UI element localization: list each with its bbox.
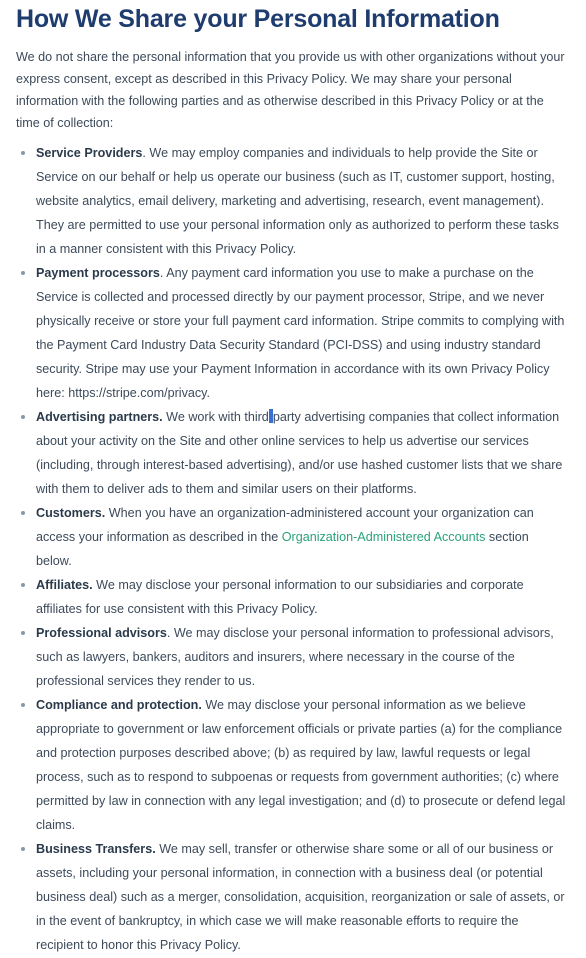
list-item-service-providers <box>16 141 566 261</box>
bullet-icon <box>21 703 25 707</box>
item-text: party advertising companies that collect information about your activity on the Site and other online services to help us advertise our services (including, through interest-based advertising), and/or use hashed customer lists that we share with them to deliver ads to them and similar users on their platforms. <box>36 410 563 496</box>
org-administered-accounts-link[interactable]: Organization-Administered Accounts <box>281 530 486 544</box>
list-item-payment-processors <box>16 261 566 405</box>
bullet-icon <box>21 631 25 635</box>
item-text: We may sell, transfer or otherwise share some or all of our business or assets, including your personal information, in connection with a business deal (or potential business deal) such as a merger, consolidation, acquisition, reorganization or sale of assets, or in the event of bankruptcy, in which case we will make reasonable efforts to require the recipient to honor this Privacy Policy. <box>36 842 565 952</box>
item-term: Professional advisors <box>36 626 167 640</box>
item-text: We may disclose your personal information to our subsidiaries and corporate affiliates for use consistent with this Privacy Policy. <box>36 578 524 616</box>
item-text: . We may employ companies and individuals to help provide the Site or Service on our behalf or help us operate our business (such as IT, customer support, hosting, website analytics, email delivery, marketing and advertising, research, event management). They are permitted to use your personal information only as authorized to perform these tasks in a manner consistent with this Privacy Policy. <box>36 146 559 256</box>
item-term: Payment processors <box>36 266 160 280</box>
bullet-icon <box>21 151 25 155</box>
item-term: Business Transfers. <box>36 842 156 856</box>
bullet-icon <box>21 415 25 419</box>
bullet-icon <box>21 847 25 851</box>
item-text: We work with third <box>162 410 269 424</box>
list-item-business-transfers <box>16 837 566 957</box>
item-term: Service Providers <box>36 146 143 160</box>
list-item-professional-advisors <box>16 621 566 693</box>
bullet-icon <box>21 271 25 275</box>
list-item-advertising-partners <box>16 405 566 501</box>
item-text: section below. <box>36 530 529 568</box>
intro-paragraph: We do not share the personal information that you provide us with other organizations without your express consent, except as described in this Privacy Policy. We may share your personal information with the following parties and as otherwise described in this Privacy Policy or at the time of collection: <box>16 50 565 130</box>
item-term: Affiliates. <box>36 578 93 592</box>
list-item-compliance-protection <box>16 693 566 837</box>
item-text: We may disclose your personal information as we believe appropriate to government or law enforcement officials or private parties (a) for the compliance and protection purposes described above; (b) as required by law, lawful requests or legal process, such as to respond to subpoenas or requests from government authorities; (c) where permitted by law in connection with any legal investigation; and (d) to prosecute or defend legal claims. <box>36 698 566 832</box>
sharing-parties-list <box>16 141 566 957</box>
list-item-affiliates <box>16 573 566 621</box>
bullet-icon <box>21 583 25 587</box>
item-term: Advertising partners. <box>36 410 163 424</box>
item-text: . We may disclose your personal information to professional advisors, such as lawyers, bankers, auditors and insurers, where necessary in the course of the professional services they render to us. <box>36 626 554 688</box>
item-text: . Any payment card information you use to make a purchase on the Service is collected and processed directly by our payment processor, Stripe, and we never physically receive or store your full payment card information. Stripe commits to complying with the Payment Card Industry Data Security Standard (PCI-DSS) and using industry standard security. Stripe may use your Payment Information in accordance with its own Privacy Policy here: https://stripe.com/privacy. <box>36 266 565 400</box>
item-term: Compliance and protection. <box>36 698 202 712</box>
item-text: When you have an organization-administered account your organization can access your information as described in the <box>36 506 534 544</box>
list-item-customers <box>16 501 566 573</box>
item-term: Customers. <box>36 506 106 520</box>
bullet-icon <box>21 511 25 515</box>
section-heading: How We Share your Personal Information <box>16 5 500 33</box>
